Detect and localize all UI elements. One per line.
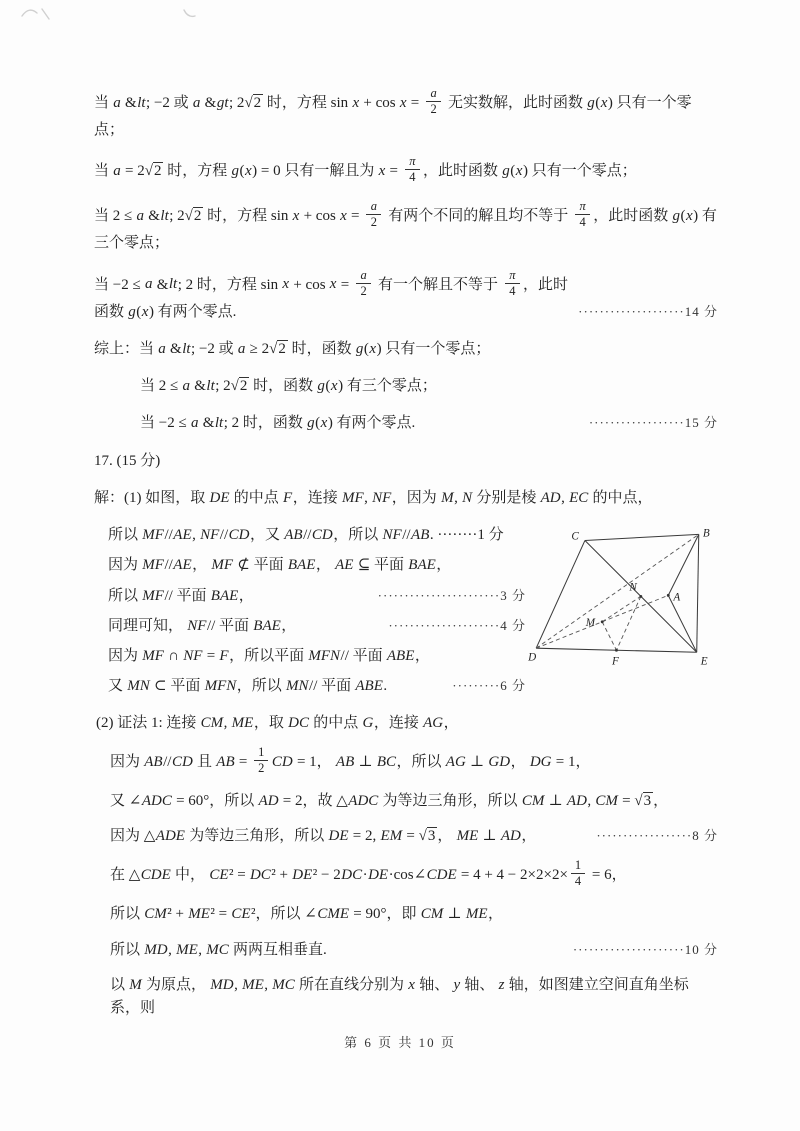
solution-16-conclusion: [94, 88, 718, 510]
edge-be: [697, 534, 699, 652]
line-text: 又 ∠ADC = 60°，所以 AD = 2，故 △ADC 为等边三角形，所以 CM ⊥ AD, CM = √3 ，: [110, 792, 669, 809]
sqrt: √3: [418, 828, 436, 844]
text-line: [108, 524, 526, 547]
page-footer: 第 6 页 共 10 页: [344, 1035, 456, 1050]
fraction: $\frac{\pi}{4}$: [575, 199, 590, 230]
solution-17-part1-row: [94, 524, 718, 706]
line-text: 解：(1) 如图，取 DE 的中点 F，连接 MF, NF，因为 M, N 分别是棱 AD, EC 的中点，: [94, 489, 653, 506]
line-text: 当 −2 ≤ a &lt; 2 时，方程 sin x + cos x = $\frac{a}{2}$ 有一个解且不等于 $\frac{\pi}{4}$ ，此时函数 g(x) 有两个零点.: [94, 267, 568, 320]
line-text: 在 △CDE 中， CE² = DC² + DE² − 2DC·DE·cos∠CDE = 4 + 4 − 2×2×2× $\frac{1}{4}$ = 6，: [110, 858, 627, 889]
line-text: 所以 MD, ME, MC 两两互相垂直.: [110, 941, 327, 958]
text-line: [94, 487, 718, 510]
line-text: 17. (15 分): [94, 452, 161, 469]
score-mark: ··················15 分: [588, 415, 718, 431]
fraction: $\frac{1}{4}$: [571, 858, 585, 889]
score-mark: ··················8 分: [596, 828, 718, 844]
line-text: 当 a &lt; −2 或 a &gt; 2√2 时，方程 sin x + cos x = $\frac{a}{2}$ 无实数解，此时函数 g(x) 只有一个零点；: [94, 86, 692, 138]
edge-cb: [585, 534, 699, 540]
text-line: [94, 825, 718, 848]
text-line: [94, 744, 718, 778]
dot-a: [667, 594, 670, 597]
sqrt: √2: [184, 208, 202, 225]
solution-content: [94, 88, 718, 1032]
figure-vertex-dots: [601, 594, 670, 652]
edge-ae: [668, 595, 696, 652]
score-mark: ·······················3 分: [377, 587, 526, 603]
sqrt: √2: [230, 378, 248, 394]
seg-mf: [602, 622, 616, 650]
text-line: [94, 450, 718, 473]
sqrt: √3: [634, 792, 652, 809]
figure-label-f: F: [612, 655, 619, 668]
figure-labels: [527, 527, 710, 667]
dot-f: [615, 649, 618, 652]
figure-label-a: A: [673, 591, 681, 604]
line-text: 当 −2 ≤ a &lt; 2 时，函数 g(x) 有两个零点.: [140, 415, 416, 432]
line-text: 当 2 ≤ a &lt; 2√2 时，函数 g(x) 有三个零点；: [140, 378, 437, 394]
figure-label-n: N: [629, 581, 637, 594]
text-line: [108, 615, 526, 638]
dot-n: [639, 595, 642, 598]
figure-label-d: D: [528, 651, 537, 664]
line-text: 综上：当 a &lt; −2 或 a ≥ 2√2 时，函数 g(x) 只有一个零点；: [94, 340, 491, 357]
score-mark: ····················14 分: [578, 303, 718, 319]
text-line: [94, 939, 718, 962]
line-text: 因为 △ADE 为等边三角形，所以 DE = 2, EM = √3 ， ME ⊥ AD，: [110, 828, 537, 844]
figure-label-m: M: [585, 616, 596, 629]
text-line: [94, 156, 718, 187]
solution-17-part1-text: [94, 524, 526, 706]
figure-label-c: C: [571, 530, 579, 543]
fraction: $\frac{a}{2}$: [426, 86, 441, 117]
text-line: [94, 88, 718, 142]
dot-m: [601, 620, 604, 623]
line-text: 同理可知， NF// 平面 BAE，: [108, 617, 297, 634]
line-text: 所以 MF//AE, NF//CD，又 AB//CD，所以 NF//AB. ········1 分: [108, 527, 504, 543]
text-line: [108, 645, 526, 668]
figure-label-e: E: [700, 655, 708, 668]
line-text: 当 a = 2√2 时，方程 g(x) = 0 只有一解且为 x = $\frac{\pi}{4}$ ，此时函数 g(x) 只有一个零点；: [94, 154, 637, 185]
fraction: $\frac{a}{2}$: [356, 268, 371, 299]
seg-mn: [602, 596, 641, 621]
text-line: [108, 675, 526, 698]
text-line: [94, 790, 718, 813]
sqrt: √2: [244, 94, 262, 111]
sqrt: √2: [269, 340, 286, 357]
sqrt: √2: [144, 163, 162, 180]
figure-panel: [526, 524, 718, 684]
line-text: 所以 CM² + ME² = CE²，所以 ∠CME = 90°，即 CM ⊥ ME，: [110, 906, 504, 923]
text-line: [94, 267, 718, 324]
score-mark: ·····················4 分: [388, 617, 526, 633]
text-line: [108, 585, 526, 608]
text-line: [108, 554, 526, 577]
text-line: [94, 375, 718, 398]
line-text: 以 M 为原点， MD, ME, MC 所在直线分别为 x 轴、 y 轴、 z 轴，如图建立空间直角坐标系，则: [110, 976, 689, 1016]
solution-17-part2: [94, 712, 718, 1021]
text-line: [94, 338, 718, 361]
line-text: 又 MN ⊂ 平面 MFN，所以 MN// 平面 ABE.: [108, 678, 388, 695]
line-text: 因为 AB//CD 且 AB = $\frac{1}{2}$ CD = 1， AB ⊥ BC，所以 AG ⊥ GD， DG = 1，: [110, 744, 591, 775]
line-text: 因为 MF//AE， MF ⊄ 平面 BAE， AE ⊆ 平面 BAE，: [108, 557, 452, 574]
fraction: $\frac{a}{2}$: [366, 199, 381, 230]
geometry-figure: [526, 526, 714, 684]
text-line: [94, 860, 718, 891]
fraction: $\frac{1}{2}$: [254, 745, 268, 776]
text-line: [94, 974, 718, 1021]
text-line: [94, 903, 718, 926]
text-line: [94, 412, 718, 435]
text-line: [94, 201, 718, 255]
text-line: [94, 712, 718, 735]
fraction: $\frac{\pi}{4}$: [405, 154, 420, 185]
line-text: 所以 MF// 平面 BAE，: [108, 587, 254, 604]
line-text: 因为 MF ∩ NF = F，所以平面 MFN// 平面 ABE，: [108, 648, 430, 664]
fraction: $\frac{\pi}{4}$: [505, 268, 520, 299]
score-mark: ·····················10 分: [572, 941, 718, 957]
line-text: 当 2 ≤ a &lt; 2√2 时，方程 sin x + cos x = $\frac{a}{2}$ 有两个不同的解且均不等于 $\frac{\pi}{4}$ ，此时函数 g(x) 有三个零点；: [94, 199, 717, 252]
edge-ab: [668, 534, 698, 595]
score-mark: ·········6 分: [452, 678, 526, 694]
scan-artifact: [16, 2, 236, 28]
figure-label-b: B: [702, 527, 710, 540]
line-text: (2) 证法 1: 连接 CM, ME，取 DC 的中点 G，连接 AG，: [96, 714, 459, 731]
